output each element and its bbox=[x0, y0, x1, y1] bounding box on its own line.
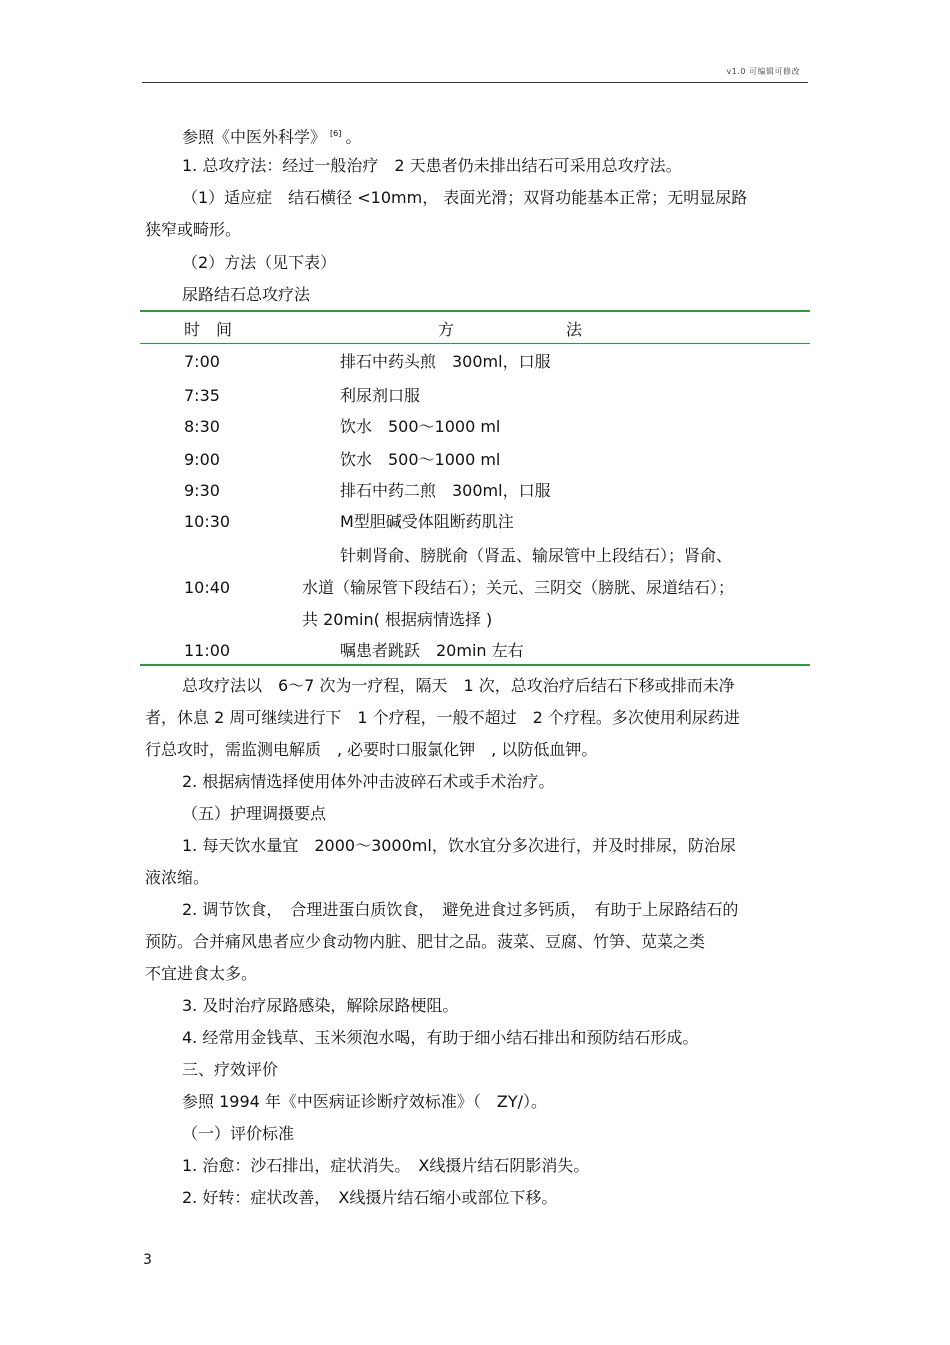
row-method: M型胆碱受体阻断药肌注 bbox=[340, 512, 514, 531]
subsection-heading-criteria: （一）评价标准 bbox=[182, 1124, 295, 1143]
row-method: 嘱患者跳跃 20min 左右 bbox=[340, 641, 524, 660]
row-time: 10:40 bbox=[184, 578, 231, 597]
paragraph-8-line-1: 2. 调节饮食， 合理进蛋白质饮食， 避免进食过多钙质， 有助于上尿路结石的 bbox=[182, 900, 739, 919]
table-header-method: 方 法 bbox=[438, 320, 583, 339]
paragraph-3: （2）方法（见下表） bbox=[182, 253, 337, 272]
paragraph-2-line-2: 狭窄或畸形。 bbox=[145, 220, 242, 239]
row-time: 7:00 bbox=[184, 352, 220, 371]
citation-ref: [6] bbox=[330, 129, 342, 138]
paragraph-12: 参照 1994 年《中医病证诊断疗效标准》（ ZY/）。 bbox=[182, 1092, 548, 1111]
paragraph-7-line-1: 1. 每天饮水量宜 2000～3000ml，饮水宜分多次进行，并及时排尿，防治尿 bbox=[182, 836, 736, 855]
row-method: 排石中药头煎 300ml，口服 bbox=[340, 352, 551, 371]
table-top-rule bbox=[140, 310, 810, 312]
intro-paragraph bbox=[145, 118, 810, 153]
paragraph-14: 1. 治愈：沙石排出，症状消失。 X线摄片结石阴影消失。 bbox=[182, 1156, 590, 1175]
intro-end: 。 bbox=[345, 127, 362, 147]
paragraph-5: 2. 根据病情选择使用体外冲击波碎石术或手术治疗。 bbox=[182, 772, 555, 791]
row-method-line-1: 针刺肾俞、膀胱俞（肾盂、输尿管中上段结石）；肾俞、 bbox=[340, 546, 733, 565]
table-header-time: 时 间 bbox=[184, 320, 233, 339]
paragraph-9: 3. 及时治疗尿路感染，解除尿路梗阻。 bbox=[182, 996, 459, 1015]
row-time: 9:00 bbox=[184, 450, 220, 469]
row-method: 排石中药二煎 300ml，口服 bbox=[340, 481, 551, 500]
section-heading-evaluation: 三、疗效评价 bbox=[182, 1060, 279, 1079]
table-bottom-rule bbox=[140, 664, 810, 666]
section-heading-nursing: （五）护理调摄要点 bbox=[182, 804, 327, 823]
row-method: 利尿剂口服 bbox=[340, 386, 421, 405]
table-header-rule bbox=[140, 343, 810, 344]
paragraph-4-line-2: 者，休息 2 周可继续进行下 1 个疗程，一般不超过 2 个疗程。多次使用利尿药进 bbox=[145, 708, 740, 727]
paragraph-15: 2. 好转：症状改善， X线摄片结石缩小或部位下移。 bbox=[182, 1188, 558, 1207]
row-method-line-2: 水道（输尿管下段结石）；关元、三阴交（膀胱、尿道结石）； bbox=[302, 578, 735, 597]
row-time: 11:00 bbox=[184, 641, 231, 660]
row-method-line-3: 共 20min( 根据病情选择 ) bbox=[302, 610, 493, 629]
row-method: 饮水 500～1000 ml bbox=[340, 450, 501, 469]
paragraph-8-line-2: 预防。合并痛风患者应少食动物内脏、肥甘之品。菠菜、豆腐、竹笋、苋菜之类 bbox=[145, 932, 706, 951]
paragraph-8-line-3: 不宜进食太多。 bbox=[145, 964, 258, 983]
paragraph-2-line-1: （1）适应症 结石横径 <10mm， 表面光滑；双肾功能基本正常；无明显尿路 bbox=[182, 188, 748, 207]
row-time: 9:30 bbox=[184, 481, 220, 500]
row-time: 8:30 bbox=[184, 417, 220, 436]
intro-text: 参照《中医外科学》 bbox=[182, 127, 327, 147]
header-version-note: v1.0 可编辑可修改 bbox=[726, 67, 800, 76]
row-time: 7:35 bbox=[184, 386, 220, 405]
row-time: 10:30 bbox=[184, 512, 231, 531]
table-caption: 尿路结石总攻疗法 bbox=[182, 285, 311, 304]
paragraph-10: 4. 经常用金钱草、玉米须泡水喝，有助于细小结石排出和预防结石形成。 bbox=[182, 1028, 699, 1047]
paragraph-4-line-1: 总攻疗法以 6～7 次为一疗程，隔天 1 次，总攻治疗后结石下移或排而未净 bbox=[182, 676, 735, 695]
row-method: 饮水 500～1000 ml bbox=[340, 417, 501, 436]
paragraph-1: 1. 总攻疗法：经过一般治疗 2 天患者仍未排出结石可采用总攻疗法。 bbox=[182, 156, 682, 175]
paragraph-4-line-3: 行总攻时，需监测电解质 , 必要时口服氯化钾 , 以防低血钾。 bbox=[145, 740, 598, 759]
paragraph-7-line-2: 液浓缩。 bbox=[145, 868, 210, 887]
header-rule bbox=[142, 82, 808, 83]
page-number: 3 bbox=[143, 1252, 152, 1268]
